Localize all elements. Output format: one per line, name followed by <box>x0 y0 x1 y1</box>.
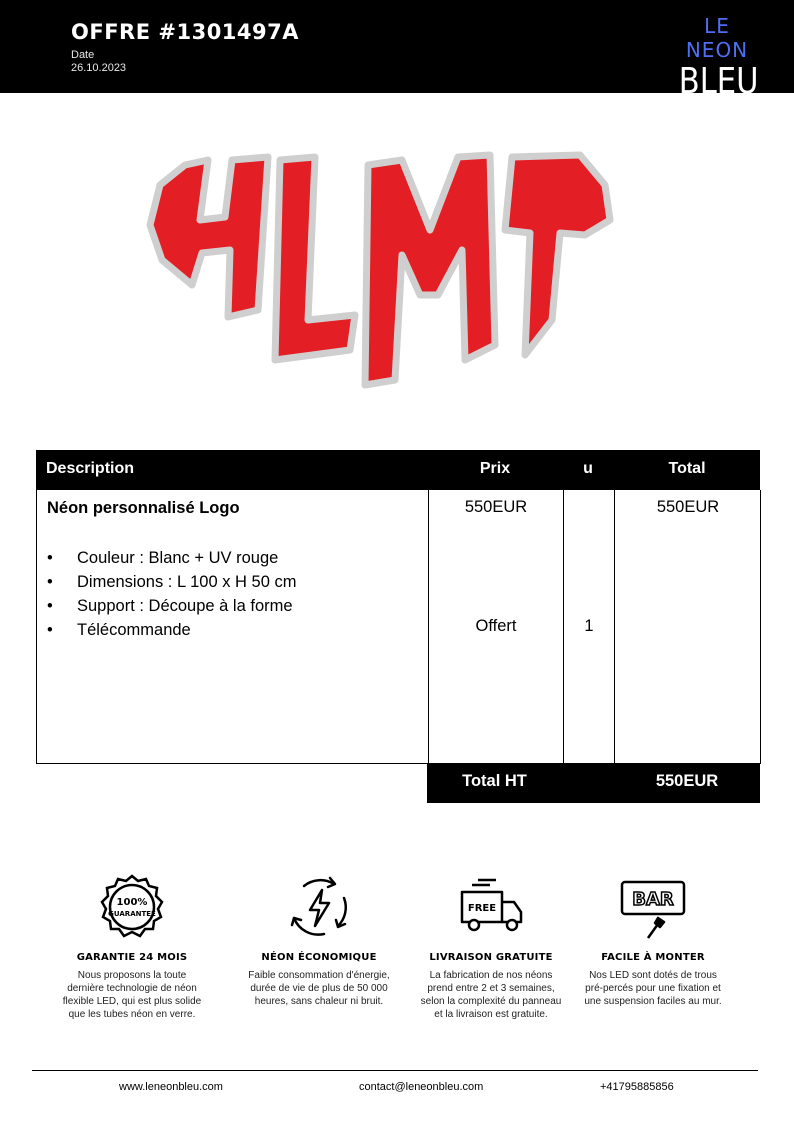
feature-text: Nos LED sont dotés de trous pré-percés pour une fixation et une suspension faciles au mur. <box>584 970 722 1007</box>
header-description: Description <box>46 460 135 477</box>
brand-logo <box>672 14 762 102</box>
list-item: • Dimensions : L 100 x H 50 cm <box>47 570 296 594</box>
feature-title: GARANTIE 24 MOIS <box>76 952 188 963</box>
feature-economic <box>244 872 394 1008</box>
price-value: 550EUR <box>464 498 528 516</box>
feature-text: La fabrication de nos néons prend entre 2 et 3 semaines, selon la complexité du panneau et la livraison est gratuite. <box>420 970 562 1020</box>
brand-top-text: LE NEON <box>685 14 749 62</box>
offer-title: OFFRE #1301497A <box>71 20 299 44</box>
feature-text: Faible consommation d'énergie, durée de vie de plus de 50 000 heures, sans chaleur ni bruit. <box>248 970 390 1007</box>
product-name: Néon personnalisé Logo <box>47 499 240 517</box>
list-item: • Télécommande <box>47 618 296 642</box>
feature-title: FACILE À MONTER <box>601 952 705 963</box>
total-ht-value: 550EUR <box>655 772 719 790</box>
feature-delivery <box>416 872 566 1021</box>
feature-text: Nous proposons la toute dernière technologie de néon flexible LED, qui est plus solide que les tubes néon en verre. <box>62 970 202 1020</box>
total-ht-label: Total HT <box>462 772 527 790</box>
total-ht-row <box>427 763 760 803</box>
guarantee-badge-icon <box>97 872 167 942</box>
footer-website-link[interactable]: www.leneonbleu.com <box>119 1081 223 1093</box>
header-prix: Prix <box>479 460 511 477</box>
product-logo-image <box>140 145 620 400</box>
total-value: 550EUR <box>656 498 720 516</box>
feature-title: NÉON ÉCONOMIQUE <box>261 952 377 963</box>
list-item: • Support : Découpe à la forme <box>47 594 296 618</box>
date-value: 26.10.2023 <box>71 62 127 74</box>
quantity-value: 1 <box>584 617 594 635</box>
table-header <box>36 450 760 490</box>
sign-text: BAR <box>632 889 674 910</box>
energy-cycle-icon <box>284 872 354 942</box>
product-spec-list <box>47 546 296 642</box>
feature-mounting <box>578 872 728 1008</box>
footer-email-link[interactable]: contact@leneonbleu.com <box>359 1081 484 1093</box>
feature-guarantee <box>57 872 207 1021</box>
date-label: Date <box>71 49 95 61</box>
footer-phone[interactable]: +41795885856 <box>600 1081 674 1093</box>
badge-text-percent: 100% <box>116 897 148 908</box>
table-body <box>36 490 760 764</box>
header-u: u <box>583 460 593 477</box>
delivery-truck-icon <box>456 872 526 942</box>
feature-title: LIVRAISON GRATUITE <box>429 952 553 963</box>
footer-divider <box>32 1070 758 1071</box>
bar-sign-icon <box>618 872 688 942</box>
column-divider <box>760 490 761 764</box>
header-total: Total <box>668 460 706 477</box>
badge-text-guarantee: GUARANTEE <box>108 910 156 918</box>
brand-bottom-text: BLEU <box>678 61 759 102</box>
price-value-remote: Offert <box>475 617 517 635</box>
truck-text: FREE <box>467 903 497 914</box>
list-item: • Couleur : Blanc + UV rouge <box>47 546 296 570</box>
header-bar <box>0 0 794 102</box>
